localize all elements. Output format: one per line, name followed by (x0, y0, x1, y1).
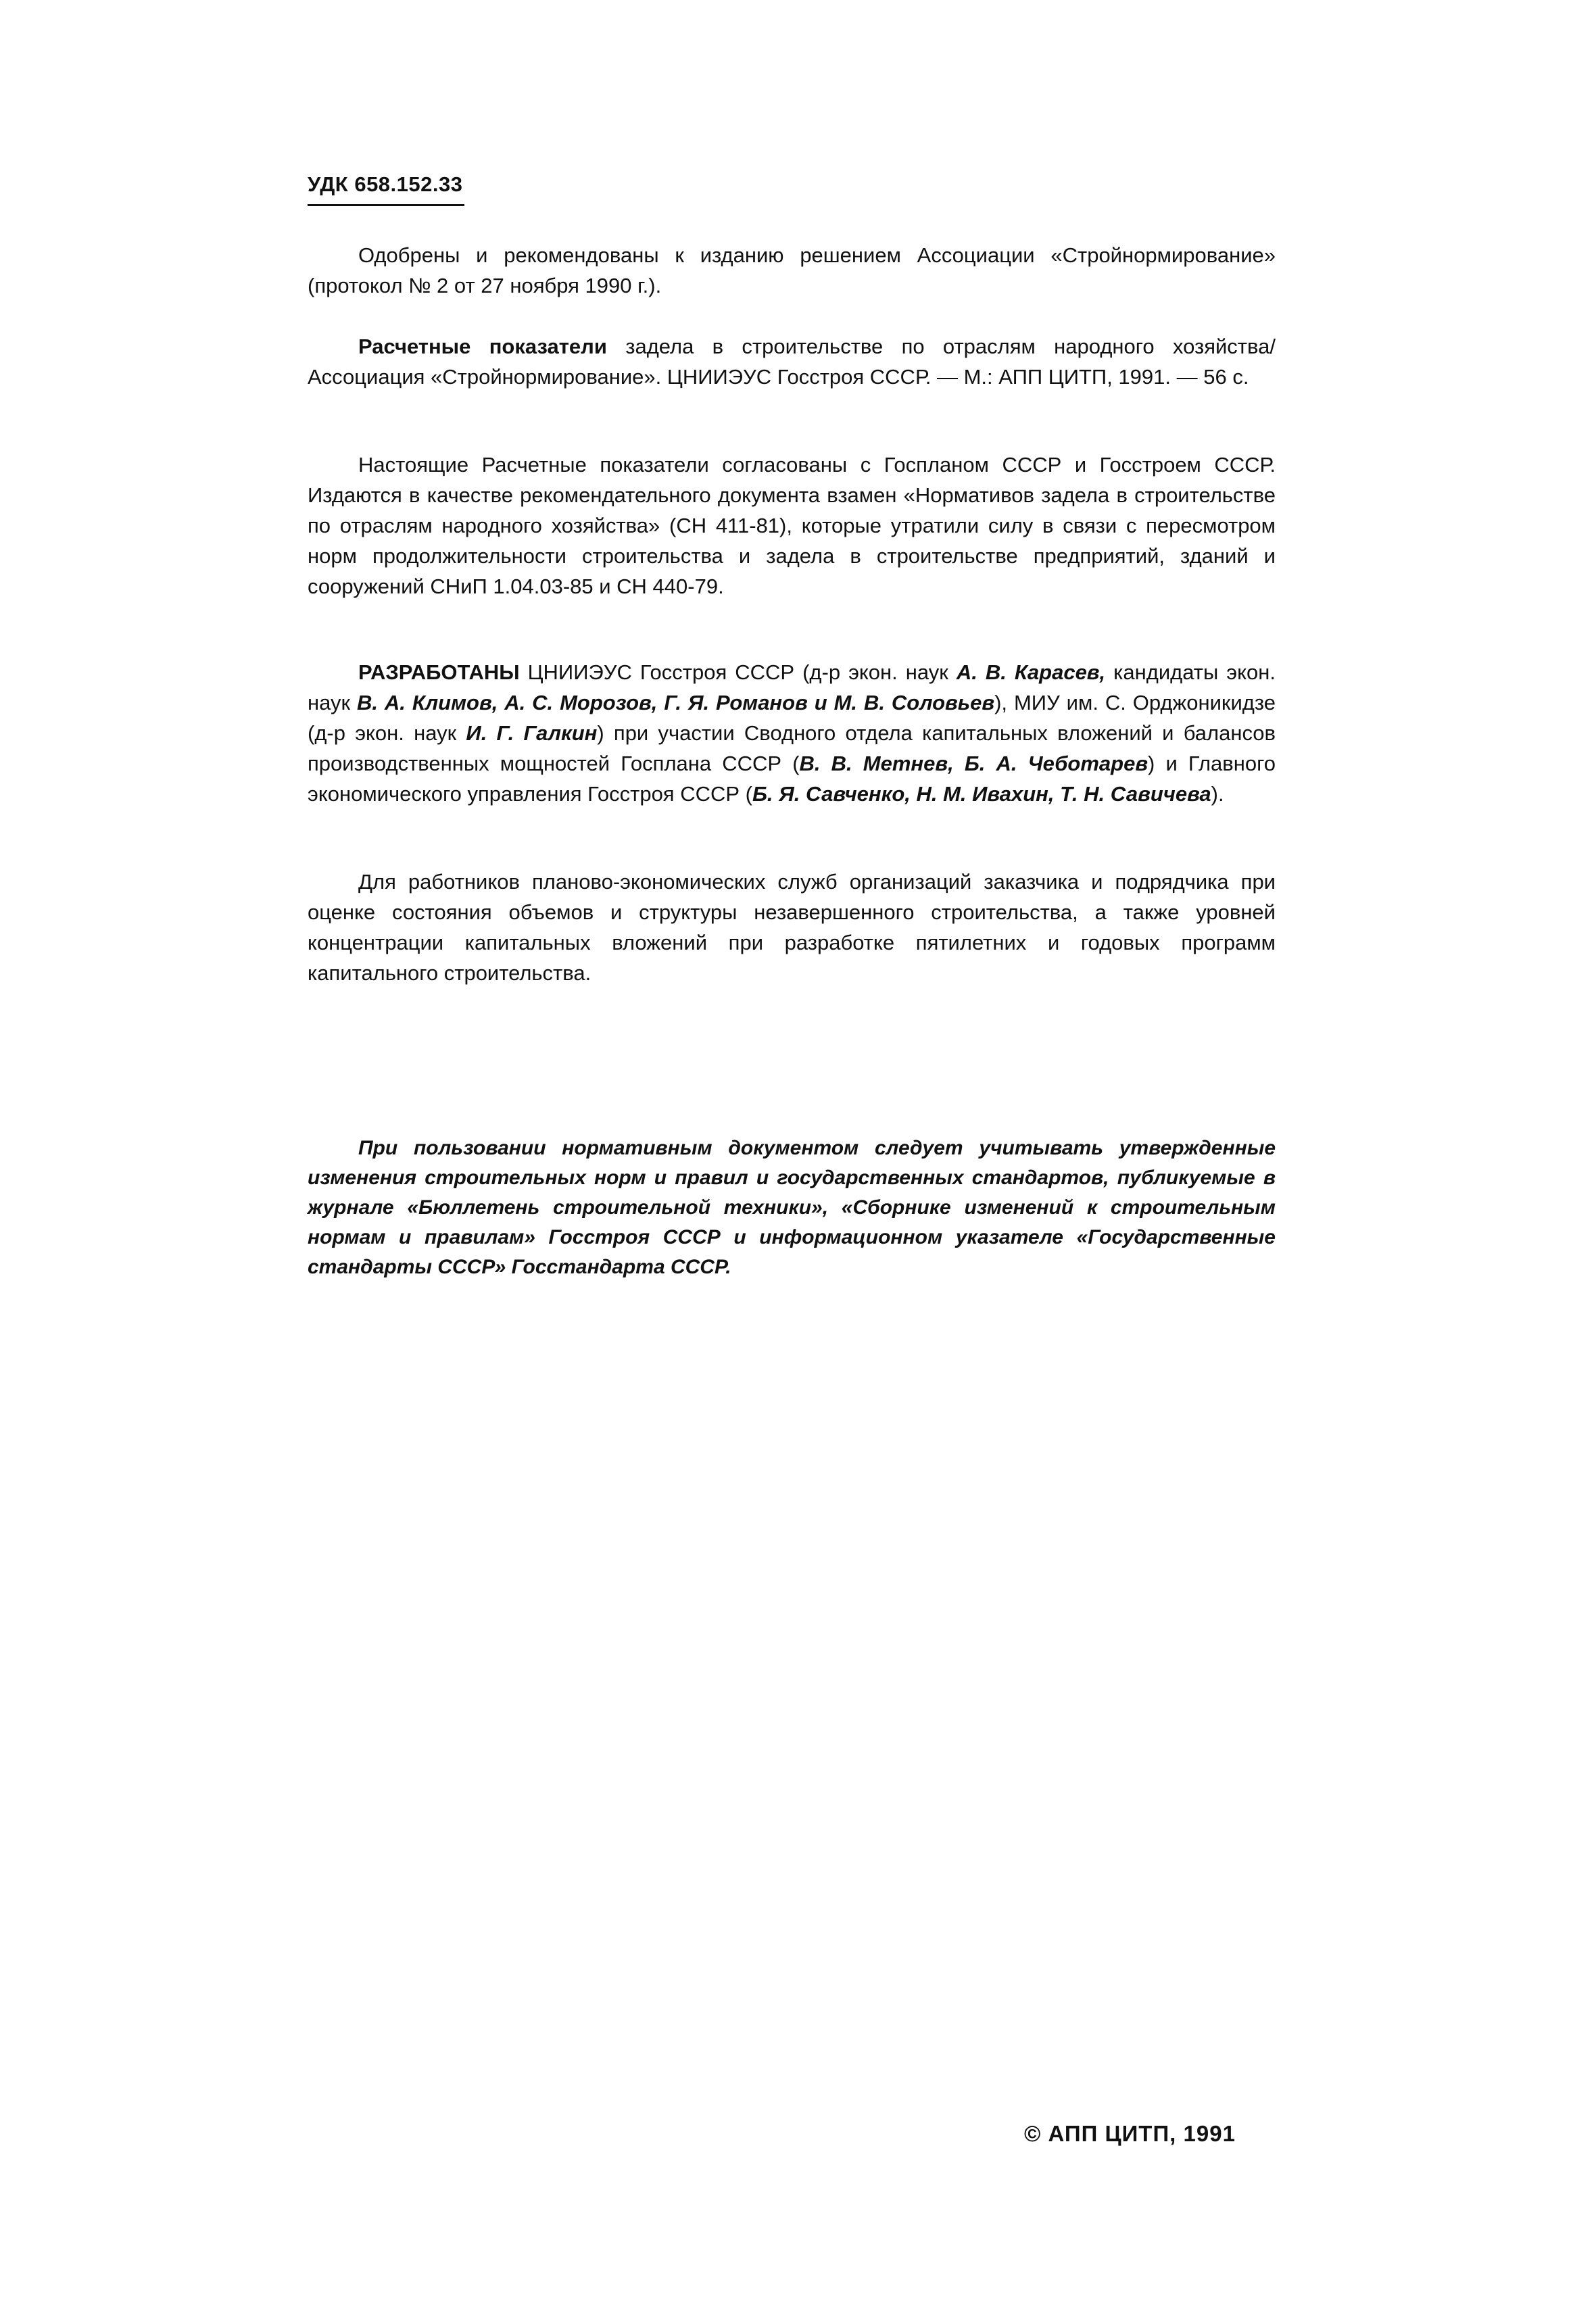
developers-paragraph (308, 657, 1276, 809)
developers-text-4: ) при участии Сводного отдела капитальных вложений и балансов производственных мощностей Госплана СССР ( (308, 721, 1276, 775)
developers-name-2: В. А. Климов, А. С. Морозов, Г. Я. Романов и М. В. Соловьев (357, 691, 995, 714)
udk-code: УДК 658.152.33 (308, 172, 463, 196)
developers-lead: РАЗРАБОТАНЫ (358, 660, 520, 684)
usage-note: При пользовании нормативным документом следует учитывать утвержденные изменения строительных норм и правил и государственных стандартов, публикуемые в журнале «Бюллетень строительной техники», «Сборнике изменений к строительным нормам и правилам» Госстроя СССР и информационном указателе «Государственные стандарты СССР» Госстандарта СССР. (308, 1137, 1276, 1278)
citation-text: задела в строительстве по отраслям народного хозяйства/Ассоциация «Стройнормирование». ЦНИИЭУС Госстроя СССР. — М.: АПП ЦИТП, 1991. — 56 с. (308, 335, 1276, 389)
audience-paragraph: Для работников планово-экономических служб организаций заказчика и подрядчика при оценке состояния объемов и структуры незавершенного строительства, а также уровней концентрации капитальных вложений при разработке пятилетних и годовых программ капитального строительства. (308, 870, 1276, 985)
developers-text-3: ), МИУ им. С. Орджоникидзе (д-р экон. наук (308, 691, 1276, 745)
agreement-paragraph: Настоящие Расчетные показатели согласованы с Госпланом СССР и Госстроем СССР. Издаются в качестве рекомендательного документа взамен «Нормативов задела в строительстве по отраслям народного хозяйства» (СН 411-81), которые утратили силу в связи с пересмотром норм продолжительности строительства и задела в строительстве предприятий, зданий и сооружений СНиП 1.04.03-85 и СН 440-79. (308, 453, 1276, 598)
developers-name-5: Б. Я. Савченко, Н. М. Ивахин, Т. Н. Савичева (752, 782, 1211, 806)
developers-text-6: ). (1211, 782, 1224, 806)
developers-name-3: И. Г. Галкин (466, 721, 598, 745)
developers-text-5: ) и Главного экономического управления Госстроя СССР ( (308, 752, 1276, 806)
copyright-notice: © АПП ЦИТП, 1991 (1024, 2121, 1236, 2146)
citation-title: Расчетные показатели (358, 335, 607, 358)
citation-paragraph (308, 331, 1276, 392)
developers-name-1: А. В. Карасев, (956, 660, 1106, 684)
approval-paragraph: Одобрены и рекомендованы к изданию решением Ассоциации «Стройнормирование» (протокол № 2 от 27 ноября 1990 г.). (308, 243, 1276, 297)
udk-underline (308, 204, 464, 206)
developers-text-1: ЦНИИЭУС Госстроя СССР (д-р экон. наук (519, 660, 957, 684)
developers-text-2: кандидаты экон. наук (308, 660, 1276, 714)
developers-name-4: В. В. Метнев, Б. А. Чеботарев (799, 752, 1148, 775)
